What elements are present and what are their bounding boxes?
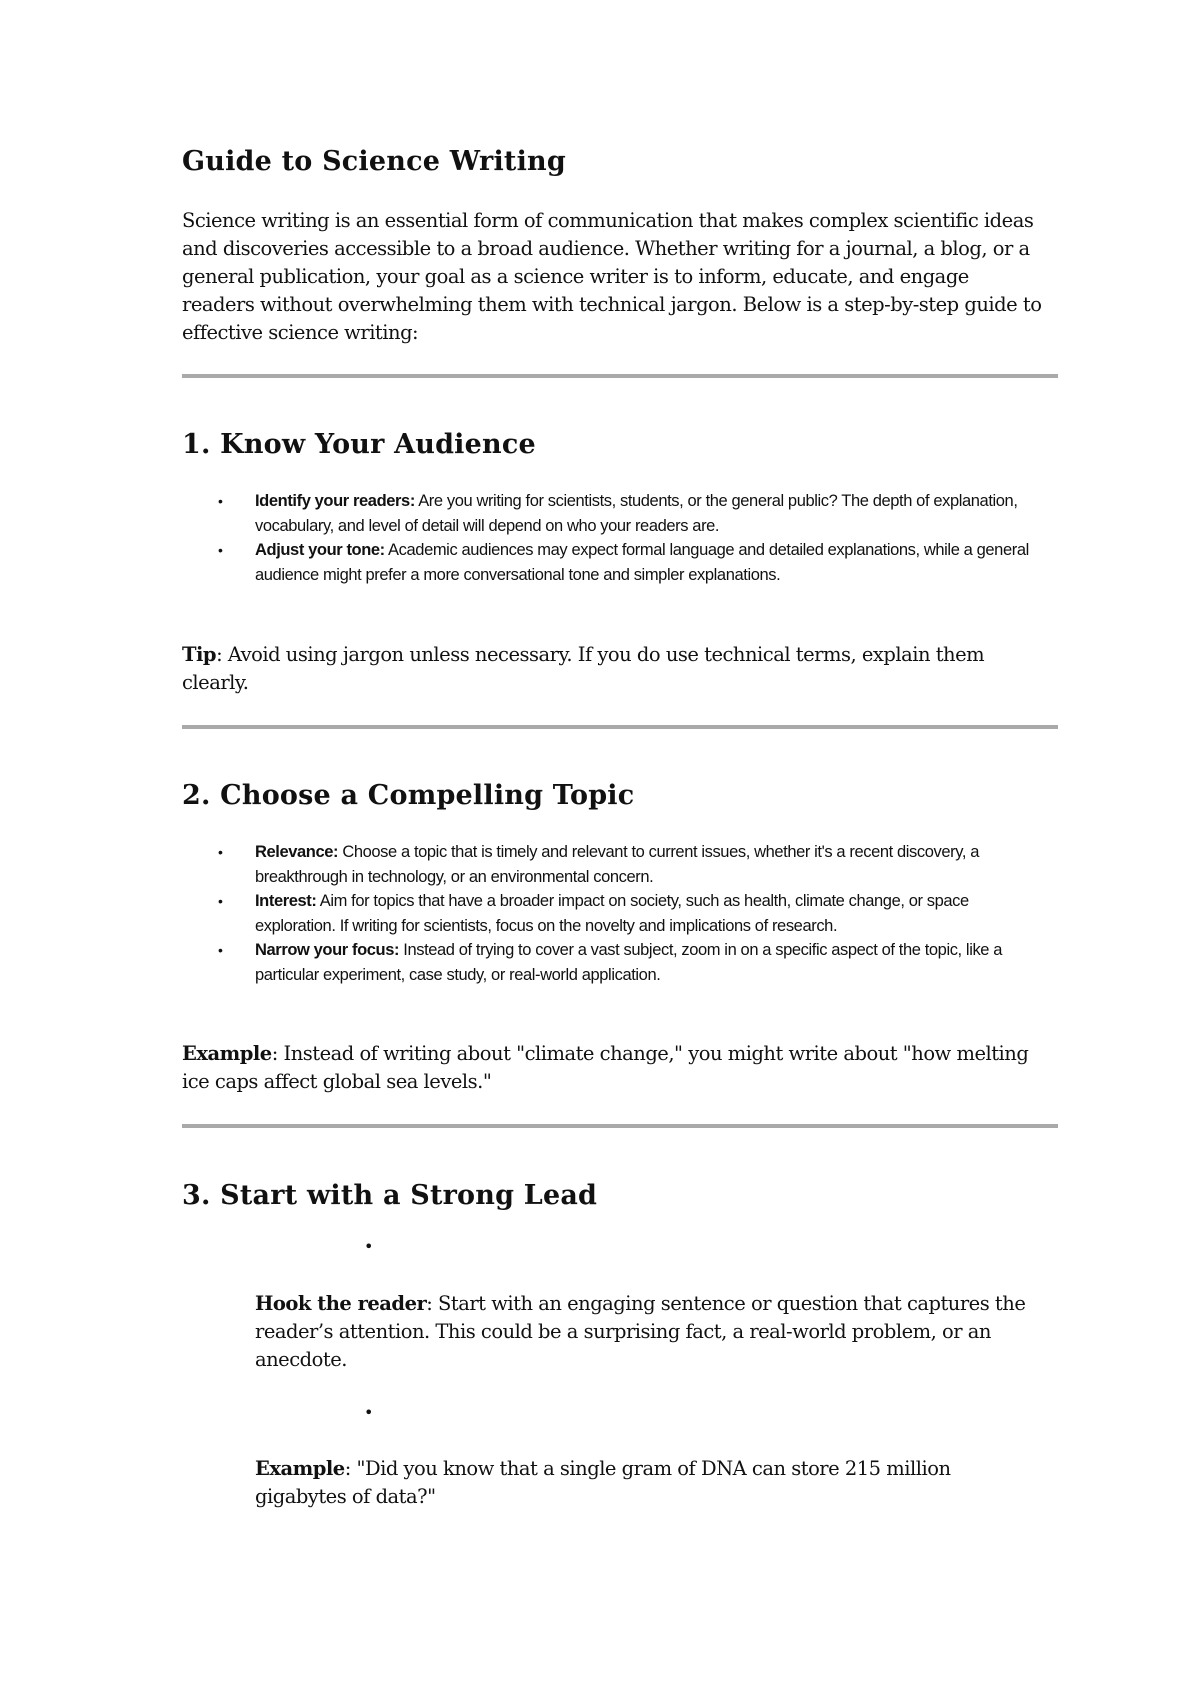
section-1-tip [182, 641, 1042, 697]
bullet-icon: • [364, 1237, 374, 1256]
list-item-label: Adjust your tone: [255, 541, 385, 559]
list-item [182, 489, 1042, 538]
list-item-text: Instead of trying to cover a vast subject, zoom in on a specific aspect of the topic, like a particular experiment, case study, or real-world application. [255, 941, 1003, 984]
list-item-label: Interest: [255, 892, 317, 910]
list-item-label: Narrow your focus: [255, 941, 400, 959]
list-item-label: Hook the reader [255, 1292, 427, 1315]
section-3-heading: 3. Start with a Strong Lead [182, 1180, 598, 1211]
tip-text: : Avoid using jargon unless necessary. If you do use technical terms, explain them clearly. [182, 643, 985, 694]
list-item-text: : Start with an engaging sentence or question that captures the reader’s attention. This could be a surprising fact, a real-world problem, or an anecdote. [255, 1292, 1026, 1371]
intro-paragraph: Science writing is an essential form of communication that makes complex scientific ideas and discoveries accessible to a broad audience. Whether writing for a journal, a blog, or a general publication, your goal as a science writer is to inform, educate, and engage readers without overwhelming them with technical jargon. Below is a step-by-step guide to effective science writing: [182, 209, 1042, 344]
section-2-heading: 2. Choose a Compelling Topic [182, 780, 635, 811]
section-3-item-hook [255, 1290, 1045, 1374]
bullet-icon: • [218, 942, 223, 958]
example-text: : Instead of writing about "climate change," you might write about "how melting ice caps affect global sea levels." [182, 1042, 1029, 1093]
list-item-text: Choose a topic that is timely and relevant to current issues, whether it's a recent discovery, a breakthrough in technology, or an environmental concern. [255, 843, 980, 886]
list-item-label: Identify your readers: [255, 492, 415, 510]
bullet-icon: • [218, 493, 223, 509]
section-2-bullet-list [182, 840, 1042, 987]
list-item-text: : "Did you know that a single gram of DNA can store 215 million gigabytes of data?" [255, 1457, 951, 1508]
list-item [182, 938, 1042, 987]
list-item [182, 889, 1042, 938]
list-item-text: Are you writing for scientists, students, or the general public? The depth of explanation, vocabulary, and level of detail will depend on who your readers are. [255, 492, 1018, 535]
bullet-icon: • [218, 542, 223, 558]
list-item-text: Aim for topics that have a broader impact on society, such as health, climate change, or space exploration. If writing for scientists, focus on the novelty and implications of research. [255, 892, 969, 935]
section-3-item-example [255, 1455, 1045, 1511]
tip-label: Tip [182, 643, 217, 666]
bullet-icon: • [218, 844, 223, 860]
list-item [182, 840, 1042, 889]
list-item-label: Relevance: [255, 843, 339, 861]
section-1-bullet-list [182, 489, 1042, 587]
list-item-label: Example [255, 1457, 345, 1480]
list-item [182, 538, 1042, 587]
section-1-heading: 1. Know Your Audience [182, 429, 536, 460]
section-2-example [182, 1040, 1042, 1096]
section-divider [182, 725, 1058, 729]
document-title: Guide to Science Writing [182, 146, 566, 177]
example-label: Example [182, 1042, 272, 1065]
bullet-icon: • [218, 893, 223, 909]
list-item-text: Academic audiences may expect formal language and detailed explanations, while a general audience might prefer a more conversational tone and simpler explanations. [255, 541, 1029, 584]
section-divider [182, 374, 1058, 378]
section-divider [182, 1124, 1058, 1128]
bullet-icon: • [364, 1403, 374, 1422]
